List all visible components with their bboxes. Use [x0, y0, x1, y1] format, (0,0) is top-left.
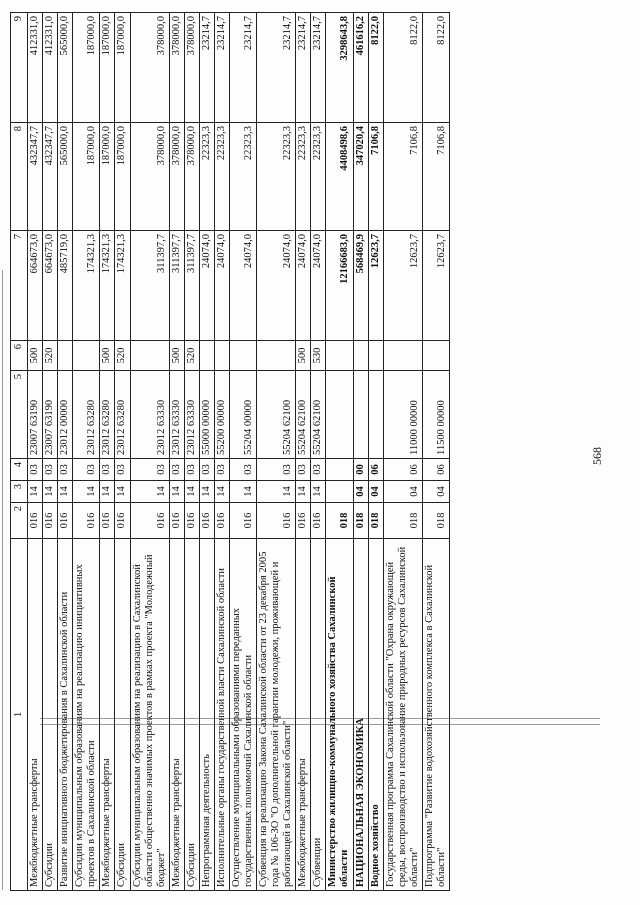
amount-2021-cell: 24074,0 [296, 231, 311, 341]
amount-2021-cell: 174321,3 [115, 231, 130, 341]
subsection-cell: 00 [353, 459, 368, 481]
amount-2023-cell: 23214,7 [257, 13, 296, 123]
subsection-cell: 03 [58, 459, 73, 481]
section-cell: 14 [100, 481, 115, 503]
expense-type-cell [422, 341, 449, 371]
code-cell: 016 [58, 503, 73, 539]
target-article-cell: 23012 63330 [184, 371, 199, 459]
code-cell: 016 [199, 503, 214, 539]
section-cell: 14 [229, 481, 256, 503]
amount-2022-cell: 7106,8 [422, 123, 449, 231]
table-row [296, 13, 311, 891]
subsection-cell: 06 [368, 459, 383, 481]
subsection-cell: 03 [229, 459, 256, 481]
amount-2022-cell: 347020,4 [353, 123, 368, 231]
expense-type-cell [58, 341, 73, 371]
code-cell: 016 [28, 503, 43, 539]
table-row [214, 13, 229, 891]
target-article-cell: 55204 00000 [229, 371, 256, 459]
target-article-cell: 23012 63330 [169, 371, 184, 459]
target-article-cell: 11000 00000 [383, 371, 422, 459]
table-row [383, 13, 422, 891]
amount-2022-cell: 4408498,6 [326, 123, 353, 231]
section-cell: 14 [43, 481, 58, 503]
amount-2021-cell: 24074,0 [257, 231, 296, 341]
amount-2022-cell: 565000,0 [58, 123, 73, 231]
amount-2023-cell: 8122,0 [422, 13, 449, 123]
item-name-cell: Межбюджетные трансферты [296, 539, 311, 891]
table-row [422, 13, 449, 891]
code-cell: 016 [184, 503, 199, 539]
section-cell: 14 [257, 481, 296, 503]
item-name-cell: Субсидии [184, 539, 199, 891]
section-cell: 04 [422, 481, 449, 503]
table-row [28, 13, 43, 891]
amount-2021-cell: 664673,0 [43, 231, 58, 341]
table-row [326, 13, 353, 891]
amount-2023-cell: 23214,7 [199, 13, 214, 123]
amount-2021-cell: 311397,7 [184, 231, 199, 341]
target-article-cell: 55000 00000 [199, 371, 214, 459]
item-name-cell: Субсидии муниципальным образованиям на реализацию инициативных проектов в Сахалинской области [73, 539, 100, 891]
code-cell: 016 [257, 503, 296, 539]
expense-type-cell [199, 341, 214, 371]
expense-type-cell: 500 [296, 341, 311, 371]
amount-2022-cell: 432347,7 [28, 123, 43, 231]
column-header: 8 [11, 123, 28, 231]
table-row [130, 13, 169, 891]
expense-type-cell [214, 341, 229, 371]
target-article-cell: 23012 00000 [58, 371, 73, 459]
subsection-cell: 03 [169, 459, 184, 481]
target-article-cell: 55204 62100 [311, 371, 326, 459]
table-row [199, 13, 214, 891]
expense-type-cell [229, 341, 256, 371]
item-name-cell: Развитие инициативного бюджетирования в Сахалинской области [58, 539, 73, 891]
code-cell: 016 [214, 503, 229, 539]
section-cell: 04 [383, 481, 422, 503]
column-header: 1 [11, 539, 28, 891]
amount-2022-cell: 187000,0 [73, 123, 100, 231]
subsection-cell: 06 [422, 459, 449, 481]
table-row [169, 13, 184, 891]
column-header: 5 [11, 371, 28, 459]
amount-2022-cell: 22323,3 [214, 123, 229, 231]
item-name-cell: Субсидии муниципальным образованиям на реализацию в Сахалинской области общественно значимых проектов в рамках проекта "Молодежный бюджет" [130, 539, 169, 891]
item-name-cell: Государственная программа Сахалинской области "Охрана окружающей среды, воспроизводство и использование природных ресурсов Сахалинской области" [383, 539, 422, 891]
amount-2021-cell: 311397,7 [130, 231, 169, 341]
amount-2021-cell: 24074,0 [199, 231, 214, 341]
item-name-cell: Субсидии [115, 539, 130, 891]
item-name-cell: Непрограммная деятельность [199, 539, 214, 891]
amount-2022-cell: 22323,3 [311, 123, 326, 231]
amount-2021-cell: 12623,7 [368, 231, 383, 341]
item-name-cell: Субвенции [311, 539, 326, 891]
amount-2021-cell: 12166683,0 [326, 231, 353, 341]
amount-2023-cell: 187000,0 [100, 13, 115, 123]
target-article-cell: 23012 63280 [115, 371, 130, 459]
item-name-cell: Субсидии [43, 539, 58, 891]
code-cell: 016 [115, 503, 130, 539]
expense-type-cell [130, 341, 169, 371]
item-name-cell: Субвенция на реализацию Закона Сахалинской области от 23 декабря 2005 года № 106-ЗО "О дополнительной гарантии молодежи, проживающей и работающей в Сахалинской области" [257, 539, 296, 891]
table-body [28, 13, 450, 891]
code-cell: 016 [43, 503, 58, 539]
target-article-cell [353, 371, 368, 459]
item-name-cell: Осуществление муниципальными образованиями переданных государственных полномочий Сахалинской области [229, 539, 256, 891]
subsection-cell: 03 [214, 459, 229, 481]
amount-2022-cell: 432347,7 [43, 123, 58, 231]
subsection-cell: 03 [296, 459, 311, 481]
expense-type-cell: 530 [311, 341, 326, 371]
amount-2021-cell: 12623,7 [422, 231, 449, 341]
section-cell: 14 [130, 481, 169, 503]
expense-type-cell: 520 [43, 341, 58, 371]
code-cell: 016 [73, 503, 100, 539]
amount-2023-cell: 23214,7 [296, 13, 311, 123]
section-cell: 14 [296, 481, 311, 503]
expense-type-cell: 500 [28, 341, 43, 371]
amount-2023-cell: 412331,0 [43, 13, 58, 123]
amount-2022-cell: 187000,0 [115, 123, 130, 231]
table-row [73, 13, 100, 891]
amount-2023-cell: 23214,7 [229, 13, 256, 123]
table-row [368, 13, 383, 891]
section-cell: 14 [214, 481, 229, 503]
amount-2023-cell: 378000,0 [184, 13, 199, 123]
subsection-cell: 03 [28, 459, 43, 481]
amount-2021-cell: 24074,0 [311, 231, 326, 341]
code-cell: 018 [422, 503, 449, 539]
table-row [184, 13, 199, 891]
subsection-cell: 03 [43, 459, 58, 481]
amount-2021-cell: 664673,0 [28, 231, 43, 341]
amount-2022-cell: 378000,0 [184, 123, 199, 231]
column-number-row [11, 13, 28, 891]
code-cell: 016 [229, 503, 256, 539]
section-cell: 14 [311, 481, 326, 503]
table-row [257, 13, 296, 891]
code-cell: 018 [326, 503, 353, 539]
amount-2022-cell: 378000,0 [169, 123, 184, 231]
amount-2022-cell: 22323,3 [229, 123, 256, 231]
section-cell [326, 481, 353, 503]
amount-2021-cell: 485719,0 [58, 231, 73, 341]
section-cell: 04 [368, 481, 383, 503]
amount-2021-cell: 174321,3 [73, 231, 100, 341]
column-header: 9 [11, 13, 28, 123]
amount-2023-cell: 8122,0 [383, 13, 422, 123]
target-article-cell: 55204 62100 [296, 371, 311, 459]
amount-2023-cell: 3298643,8 [326, 13, 353, 123]
target-article-cell: 23012 63280 [100, 371, 115, 459]
amount-2021-cell: 12623,7 [383, 231, 422, 341]
amount-2022-cell: 7106,8 [383, 123, 422, 231]
column-header: 3 [11, 481, 28, 503]
amount-2022-cell: 22323,3 [296, 123, 311, 231]
section-cell: 14 [28, 481, 43, 503]
amount-2023-cell: 187000,0 [73, 13, 100, 123]
code-cell: 016 [100, 503, 115, 539]
amount-2023-cell: 8122,0 [368, 13, 383, 123]
target-article-cell: 23012 63330 [130, 371, 169, 459]
expense-type-cell [73, 341, 100, 371]
budget-table [10, 12, 450, 891]
code-cell: 016 [169, 503, 184, 539]
expense-type-cell: 500 [169, 341, 184, 371]
amount-2021-cell: 311397,7 [169, 231, 184, 341]
code-cell: 016 [130, 503, 169, 539]
expense-type-cell [353, 341, 368, 371]
amount-2023-cell: 23214,7 [214, 13, 229, 123]
amount-2023-cell: 461616,2 [353, 13, 368, 123]
code-cell: 018 [353, 503, 368, 539]
expense-type-cell [257, 341, 296, 371]
amount-2022-cell: 22323,3 [257, 123, 296, 231]
target-article-cell: 23012 63280 [73, 371, 100, 459]
expense-type-cell [326, 341, 353, 371]
target-article-cell: 23007 63190 [28, 371, 43, 459]
section-cell: 14 [115, 481, 130, 503]
subsection-cell: 06 [383, 459, 422, 481]
section-cell: 14 [73, 481, 100, 503]
amount-2023-cell: 378000,0 [169, 13, 184, 123]
target-article-cell: 55200 00000 [214, 371, 229, 459]
column-header: 4 [11, 459, 28, 481]
subsection-cell: 03 [115, 459, 130, 481]
expense-type-cell: 500 [100, 341, 115, 371]
column-header: 2 [11, 503, 28, 539]
item-name-cell: Межбюджетные трансферты [100, 539, 115, 891]
subsection-cell: 03 [257, 459, 296, 481]
target-article-cell: 23007 63190 [43, 371, 58, 459]
code-cell: 016 [296, 503, 311, 539]
target-article-cell: 55204 62100 [257, 371, 296, 459]
subsection-cell [326, 459, 353, 481]
subsection-cell: 03 [100, 459, 115, 481]
table-row [43, 13, 58, 891]
amount-2022-cell: 378000,0 [130, 123, 169, 231]
subsection-cell: 03 [199, 459, 214, 481]
target-article-cell [368, 371, 383, 459]
table-row [115, 13, 130, 891]
expense-type-cell: 520 [184, 341, 199, 371]
table-row [311, 13, 326, 891]
column-header: 7 [11, 231, 28, 341]
table-row [58, 13, 73, 891]
item-name-cell: Межбюджетные трансферты [169, 539, 184, 891]
section-cell: 04 [353, 481, 368, 503]
amount-2021-cell: 568469,9 [353, 231, 368, 341]
section-cell: 14 [169, 481, 184, 503]
item-name-cell: Исполнительные органы государственной власти Сахалинской области [214, 539, 229, 891]
item-name-cell: Подпрограмма "Развитие водохозяйственного комплекса в Сахалинской области" [422, 539, 449, 891]
amount-2021-cell: 24074,0 [214, 231, 229, 341]
code-cell: 018 [383, 503, 422, 539]
table-row [229, 13, 256, 891]
table-row [353, 13, 368, 891]
code-cell: 018 [368, 503, 383, 539]
amount-2023-cell: 23214,7 [311, 13, 326, 123]
subsection-cell: 03 [311, 459, 326, 481]
item-name-cell: Водное хозяйство [368, 539, 383, 891]
page-number: 568 [590, 447, 604, 465]
expense-type-cell [368, 341, 383, 371]
target-article-cell [326, 371, 353, 459]
expense-type-cell: 520 [115, 341, 130, 371]
target-article-cell: 11500 00000 [422, 371, 449, 459]
item-name-cell: Министерство жилищно-коммунального хозяйства Сахалинской области [326, 539, 353, 891]
amount-2023-cell: 565000,0 [58, 13, 73, 123]
item-name-cell: НАЦИОНАЛЬНАЯ ЭКОНОМИКА [353, 539, 368, 891]
amount-2022-cell: 7106,8 [368, 123, 383, 231]
amount-2022-cell: 22323,3 [199, 123, 214, 231]
expense-type-cell [383, 341, 422, 371]
amount-2021-cell: 24074,0 [229, 231, 256, 341]
subsection-cell: 03 [130, 459, 169, 481]
item-name-cell: Межбюджетные трансферты [28, 539, 43, 891]
amount-2023-cell: 412331,0 [28, 13, 43, 123]
amount-2023-cell: 187000,0 [115, 13, 130, 123]
section-cell: 14 [184, 481, 199, 503]
code-cell: 016 [311, 503, 326, 539]
amount-2021-cell: 174321,3 [100, 231, 115, 341]
amount-2023-cell: 378000,0 [130, 13, 169, 123]
section-cell: 14 [58, 481, 73, 503]
amount-2022-cell: 187000,0 [100, 123, 115, 231]
section-cell: 14 [199, 481, 214, 503]
table-row [100, 13, 115, 891]
column-header: 6 [11, 341, 28, 371]
subsection-cell: 03 [184, 459, 199, 481]
subsection-cell: 03 [73, 459, 100, 481]
